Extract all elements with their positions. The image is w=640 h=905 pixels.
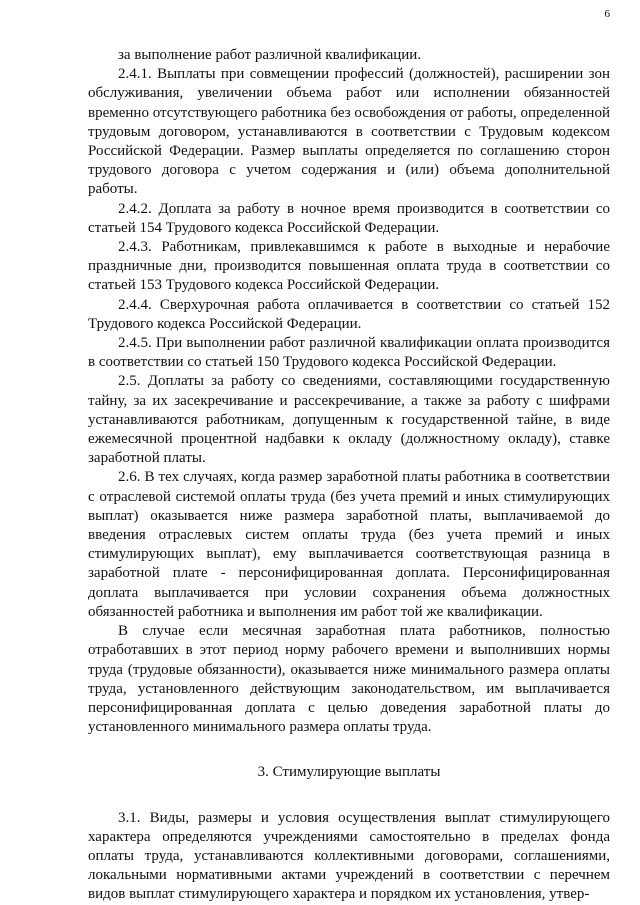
page-number: 6 [604, 8, 610, 20]
document-body [88, 46, 610, 905]
paragraph-2-4-4: 2.4.4. Сверхурочная работа оплачивается в соответствии со статьей 152 Трудового кодекса Российской Федерации. [88, 296, 610, 332]
paragraph-2-5: 2.5. Доплаты за работу со сведениями, составляющими государственную тайну, за их засекречивание и рассекречивание, а также за работу с шифрами устанавливаются работникам, допущенным к государственной тайне, в виде ежемесячной процентной надбавки к окладу (должностному окладу), ставке заработной платы. [88, 373, 610, 467]
paragraph-minimum-wage: В случае если месячная заработная плата работников, полностью отработавших в этот период норму рабочего времени и выполнивших нормы труда (трудовые обязанности), оказывается ниже минимального размера оплаты труда, установленного действующим законодательством, им выплачивается персонифицированная доплата с целью доведения заработной платы до установленного минимального размера оплаты труда. [88, 623, 610, 736]
paragraph-continuation: за выполнение работ различной квалификации. [118, 47, 422, 63]
paragraph-3-1: 3.1. Виды, размеры и условия осуществления выплат стимулирующего характера определяются учреждениями самостоятельно в пределах фонда оплаты труда, устанавливаются коллективными договорами, соглашениями, локальными нормативными актами учреждений в соответствии с перечнем видов выплат стимулирующего характера и порядком их установления, утвер- [88, 809, 610, 903]
paragraph-2-6: 2.6. В тех случаях, когда размер заработной платы работника в соответствии с отраслевой системой оплаты труда (без учета премий и иных стимулирующих выплат) оказывается ниже размера заработной платы, выплачиваемой до введения отраслевых систем оплаты труда (без учета премий и иных стимулирующих выплат), ему выплачивается соответствующая разница в заработной плате - персонифицированная доплата. Персонифицированная доплата выплачивается при условии сохранения объема должностных обязанностей работника и выполнения им работ той же квалификации. [88, 469, 610, 620]
paragraph-2-4-3: 2.4.3. Работникам, привлекавшимся к работе в выходные и нерабочие праздничные дни, производится повышенная оплата труда в соответствии со статьей 153 Трудового кодекса Российской Федерации. [88, 239, 610, 294]
paragraph-2-4-5: 2.4.5. При выполнении работ различной квалификации оплата производится в соответствии со статьей 150 Трудового кодекса Российской Федерации. [88, 335, 610, 371]
paragraph-2-4-1: 2.4.1. Выплаты при совмещении профессий (должностей), расширении зон обслуживания, увеличении объема работ или исполнении обязанностей временно отсутствующего работника без освобождения от работы, определенной трудовым договором, устанавливаются в соответствии с Трудовым кодексом Российской Федерации. Размер выплаты определяется по соглашению сторон трудового договора с учетом содержания и (или) объема дополнительной работы. [88, 66, 610, 198]
section-heading: 3. Стимулирующие выплаты [257, 764, 441, 781]
paragraph-2-4-2: 2.4.2. Доплата за работу в ночное время производится в соответствии со статьей 154 Трудового кодекса Российской Федерации. [88, 200, 610, 236]
